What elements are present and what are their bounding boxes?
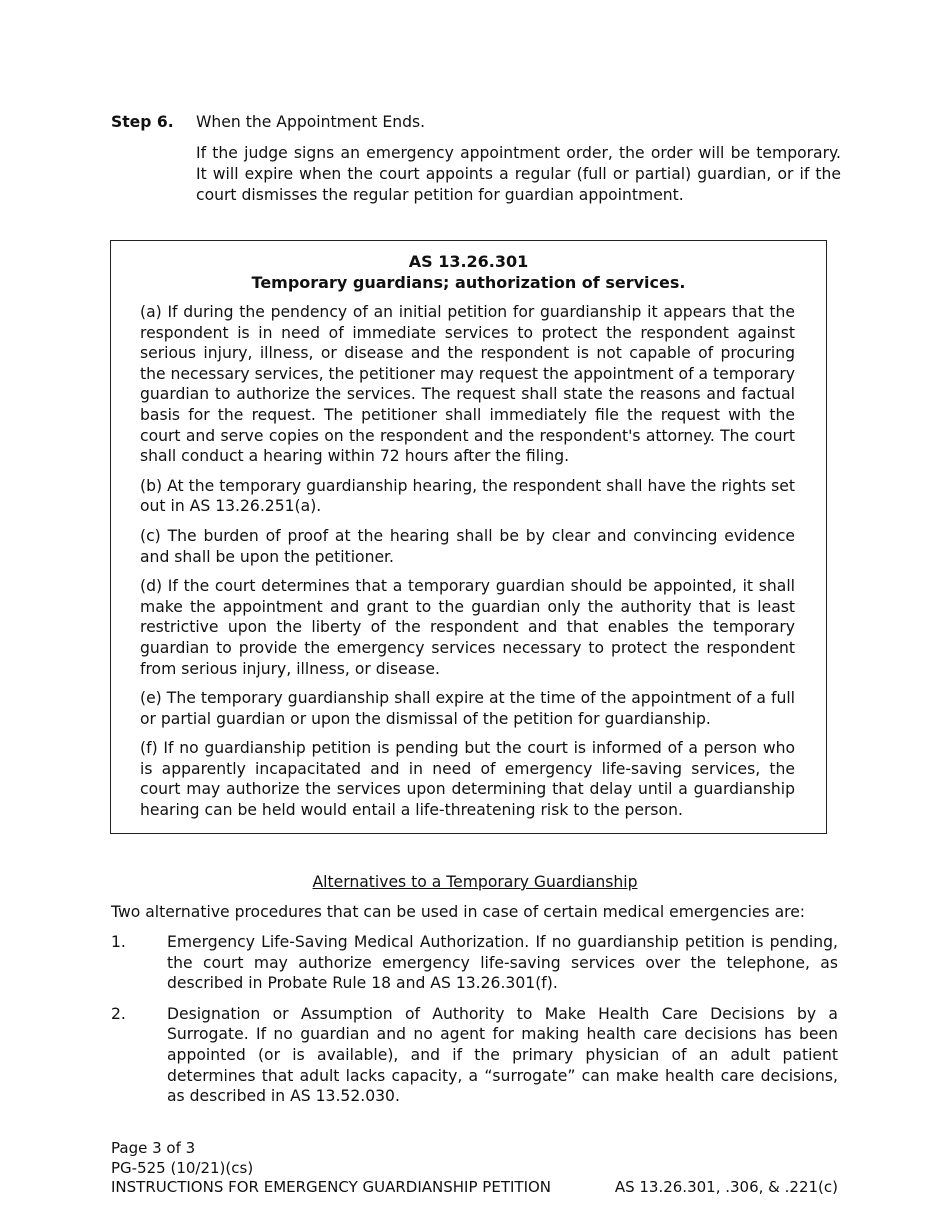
step-6-section: [111, 112, 841, 206]
alternatives-list: [111, 932, 838, 1117]
list-item-number: 2.: [111, 1004, 126, 1023]
statute-citation: AS 13.26.301: [408, 252, 529, 271]
alternatives-title: Alternatives to a Temporary Guardianship: [312, 873, 638, 891]
statute-body: [111, 302, 826, 821]
step-heading: When the Appointment Ends.: [196, 113, 426, 131]
list-item-number: 1.: [111, 933, 126, 951]
footer-form-code: PG-525 (10/21)(cs): [111, 1158, 254, 1177]
statute-paragraph-b: (b) At the temporary guardianship hearing, the respondent shall have the rights set out in AS 13.26.251(a).: [140, 476, 795, 516]
statute-paragraph-c: (c) The burden of proof at the hearing shall be by clear and convincing evidence and shall be upon the petitioner.: [140, 526, 795, 566]
footer-form-title: INSTRUCTIONS FOR EMERGENCY GUARDIANSHIP PETITION: [111, 1178, 552, 1196]
list-item: [111, 932, 838, 994]
list-item-text: Designation or Assumption of Authority to Make Health Care Decisions by a Surrogate. If no guardian and no agent for making health care decisions has been appointed (or is available), and if the primary physician of an adult patient determines that adult lacks capacity, a “surrogate” can make health care decisions, as described in AS 13.52.030.: [167, 1004, 838, 1106]
step-6-header: [111, 112, 841, 133]
footer-page-number: Page 3 of 3: [111, 1139, 196, 1157]
page-footer: [111, 1139, 838, 1198]
step-paragraph: If the judge signs an emergency appointment order, the order will be temporary. It will expire when the court appoints a regular (full or partial) guardian, or if the court dismisses the regular petition for guardian appointment.: [196, 144, 841, 204]
statute-paragraph-f: (f) If no guardianship petition is pending but the court is informed of a person who is apparently incapacitated and in need of emergency life-saving services, the court may authorize the services upon determining that delay until a guardianship hearing can be held would entail a life-threatening risk to the person.: [140, 739, 795, 820]
statute-paragraph-d: (d) If the court determines that a temporary guardian should be appointed, it shall make the appointment and grant to the guardian only the authority that is least restrictive upon the liberty of the respondent and that enables the temporary guardian to provide the emergency services necessary to protect the respondent from serious injury, illness, or disease.: [140, 577, 795, 678]
footer-statutes: AS 13.26.301, .306, & .221(c): [614, 1178, 838, 1196]
step-label: Step 6.: [111, 113, 174, 131]
footer-bottom-row: [111, 1178, 838, 1198]
list-item-text: Emergency Life-Saving Medical Authorization. If no guardianship petition is pending, the court may authorize emergency life-saving services over the telephone, as described in Probate Rule 18 and AS 13.26.301(f).: [167, 933, 838, 993]
list-item: [111, 1004, 838, 1107]
statute-paragraph-e: (e) The temporary guardianship shall expire at the time of the appointment of a full or partial guardian or upon the dismissal of the petition for guardianship.: [140, 689, 795, 728]
statute-title: Temporary guardians; authorization of services.: [251, 273, 686, 292]
alternatives-intro: Two alternative procedures that can be used in case of certain medical emergencies are:: [111, 903, 806, 921]
statute-title-block: [111, 251, 826, 293]
statute-box: [110, 240, 827, 834]
statute-paragraph-a: (a) If during the pendency of an initial petition for guardianship it appears that the respondent is in need of immediate services to protect the respondent against serious injury, illness, or disease and the respondent is not capable of procuring the necessary services, the petitioner may request the appointment of a temporary guardian to authorize the services. The request shall state the reasons and factual basis for the request. The petitioner shall immediately file the request with the court and serve copies on the respondent and the respondent's attorney. The court shall conduct a hearing within 72 hours after the filing.: [140, 303, 795, 466]
